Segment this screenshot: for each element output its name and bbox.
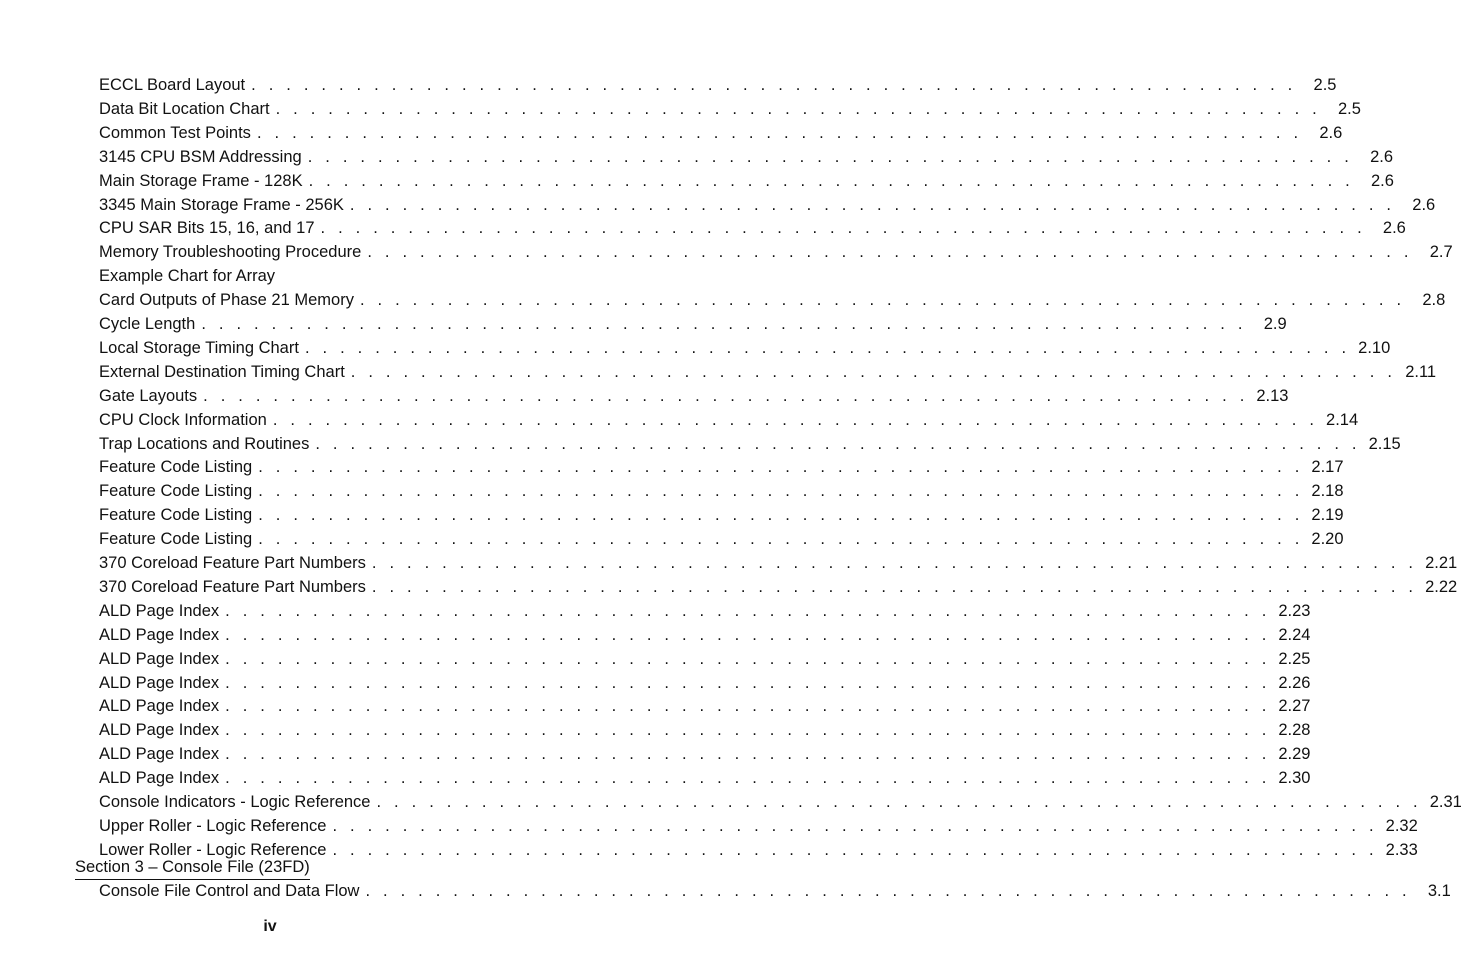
toc-entry: [99, 575, 1458, 599]
dot-leader: . . . . . . . . . . . . . . . . . . . . . . . . . . . . . . . . . . . . . . . . . . . . . . . . . . . . . . . . . . . .: [332, 816, 1378, 835]
dot-leader: . . . . . . . . . . . . . . . . . . . . . . . . . . . . . . . . . . . . . . . . . . . . . . . . . . . . . . . . . . . .: [258, 506, 1304, 525]
toc-entry-title: 3145 CPU BSM Addressing: [99, 147, 302, 166]
toc-entry: [99, 384, 1289, 408]
dot-leader: . . . . . . . . . . . . . . . . . . . . . . . . . . . . . . . . . . . . . . . . . . . . . . . . . . . . . . . . . . . .: [367, 243, 1413, 262]
toc-entry-page: 2.15: [1368, 434, 1401, 453]
toc-entry-title: ALD Page Index: [99, 673, 220, 692]
toc-entry-title: Upper Roller - Logic Reference: [99, 816, 327, 835]
toc-entry-title: Common Test Points: [99, 123, 251, 142]
toc-entry: [99, 336, 1391, 360]
toc-entry-title: Feature Code Listing: [99, 458, 253, 477]
toc-entry-title: Card Outputs of Phase 21 Memory: [99, 291, 354, 310]
toc-entry-title: ALD Page Index: [99, 625, 220, 644]
toc-entry-page: 2.20: [1311, 530, 1344, 549]
toc-entry-title: Lower Roller - Logic Reference: [99, 840, 327, 859]
toc-entry-title: Cycle Length: [99, 315, 196, 333]
section-heading: Section 3 – Console File (23FD): [75, 855, 310, 880]
toc-entry-title: Main Storage Frame - 128K: [99, 171, 303, 190]
dot-leader: . . . . . . . . . . . . . . . . . . . . . . . . . . . . . . . . . . . . . . . . . . . . . . . . . . . . . . . . . . . .: [258, 482, 1304, 501]
dot-leader: . . . . . . . . . . . . . . . . . . . . . . . . . . . . . . . . . . . . . . . . . . . . . . . . . . . . . . . . . . . .: [225, 721, 1271, 740]
toc-entry-page: 2.8: [1422, 291, 1446, 310]
dot-leader: . . . . . . . . . . . . . . . . . . . . . . . . . . . . . . . . . . . . . . . . . . . . . . . . . . . . . . . . . . . .: [371, 577, 1418, 596]
toc-entry-title: ALD Page Index: [99, 769, 220, 788]
toc-entry-page: 2.25: [1278, 649, 1311, 668]
toc-entry: [99, 408, 1359, 432]
dot-leader: . . . . . . . . . . . . . . . . . . . . . . . . . . . . . . . . . . . . . . . . . . . . . . . . . . . . . . . . . . . .: [203, 386, 1249, 405]
toc-entry-page: 2.29: [1278, 745, 1311, 764]
dot-leader: . . . . . . . . . . . . . . . . . . . . . . . . . . . . . . . . . . . . . . . . . . . . . . . . . . . . . . . . . . . .: [225, 601, 1271, 620]
dot-leader: . . . . . . . . . . . . . . . . . . . . . . . . . . . . . . . . . . . . . . . . . . . . . . . . . . . . . . . . . . . .: [225, 625, 1271, 644]
toc-entry-title: Feature Code Listing: [99, 506, 253, 525]
toc-entry-title: Example Chart for Array: [99, 267, 276, 286]
toc-entry: [99, 671, 1311, 695]
dot-leader: . . . . . . . . . . . . . . . . . . . . . . . . . . . . . . . . . . . . . . . . . . . . . . . . . . . . . . . . . . . .: [350, 362, 1397, 381]
toc-entry: [99, 73, 1337, 97]
toc-entry-page: 2.5: [1337, 99, 1361, 118]
dot-leader: . . . . . . . . . . . . . . . . . . . . . . . . . . . . . . . . . . . . . . . . . . . . . . . . . . . . . . . . . . . .: [365, 882, 1411, 900]
toc-entry-page: 2.28: [1278, 721, 1311, 740]
toc-entry-page: 2.30: [1278, 769, 1311, 788]
toc-entry-page: 2.6: [1412, 195, 1436, 214]
toc-entry-page: 2.31: [1429, 793, 1462, 811]
dot-leader: . . . . . . . . . . . . . . . . . . . . . . . . . . . . . . . . . . . . . . . . . . . . . . . . . . . . . . . . . . . .: [349, 195, 1396, 214]
toc-entry: [99, 479, 1344, 503]
toc-entry-page: 2.6: [1370, 171, 1394, 190]
toc-entry-page: 2.7: [1429, 243, 1453, 262]
dot-leader: . . . . . . . . . . . . . . . . . . . . . . . . . . . . . . . . . . . . . . . . . . . . . . . . . . . . . . . . . . . .: [307, 147, 1354, 166]
toc-entry-page: 2.32: [1385, 816, 1418, 835]
toc-entry-title: Local Storage Timing Chart: [99, 338, 299, 357]
toc-entry-title: Console File Control and Data Flow: [99, 882, 360, 900]
dot-leader: . . . . . . . . . . . . . . . . . . . . . . . . . . . . . . . . . . . . . . . . . . . . . . . . . . . . . . . . . . . .: [359, 291, 1406, 310]
toc-entry-title: ALD Page Index: [99, 721, 220, 740]
toc-entry: [99, 240, 1453, 264]
toc-entry-page: 2.18: [1311, 482, 1344, 501]
toc-entry-title: Console Indicators - Logic Reference: [99, 793, 371, 811]
toc-entry: [99, 455, 1344, 479]
toc-entry-title: Feature Code Listing: [99, 530, 253, 549]
toc-entry: [99, 694, 1311, 718]
toc-entry-page: 2.5: [1313, 76, 1337, 94]
dot-leader: . . . . . . . . . . . . . . . . . . . . . . . . . . . . . . . . . . . . . . . . . . . . . . . . . . . . . . . . . . . .: [304, 338, 1351, 357]
toc-entry: [99, 647, 1311, 671]
toc-entry: [99, 360, 1437, 384]
dot-leader: . . . . . . . . . . . . . . . . . . . . . . . . . . . . . . . . . . . . . . . . . . . . . . . . . . . . . . . . . . . .: [251, 76, 1297, 94]
dot-leader: . . . . . . . . . . . . . . . . . . . . . . . . . . . . . . . . . . . . . . . . . . . . . . . . . . . . . . . . . . . .: [320, 219, 1366, 238]
toc-entry: [99, 766, 1311, 790]
toc-entry: [99, 121, 1343, 145]
toc-entry-page: 2.24: [1278, 625, 1311, 644]
toc-entry: [99, 216, 1406, 240]
toc-entry-title: 370 Coreload Feature Part Numbers: [99, 577, 366, 596]
toc-entry: [99, 790, 1462, 814]
toc-entry: [99, 879, 1451, 903]
toc-entry-title: 3345 Main Storage Frame - 256K: [99, 195, 344, 214]
dot-leader: . . . . . . . . . . . . . . . . . . . . . . . . . . . . . . . . . . . . . . . . . . . . . . . . . . . . . . . . . . . .: [225, 697, 1271, 716]
toc-entry-page: 2.33: [1385, 840, 1418, 859]
dot-leader: . . . . . . . . . . . . . . . . . . . . . . . . . . . . . . . . . . . . . . . . . . . . . . . . . . . . . . . . . . . .: [376, 793, 1422, 811]
dot-leader: . . . . . . . . . . . . . . . . . . . . . . . . . . . . . . . . . . . . . . . . . . . . . . . . . . . . . . . . . . . .: [371, 554, 1418, 572]
dot-leader: . . . . . . . . . . . . . . . . . . . . . . . . . . . . . . . . . . . . . . . . . . . . . . . . . . . . . . . . . . . .: [258, 458, 1304, 477]
dot-leader: . . . . . . . . . . . . . . . . . . . . . . . . . . . . . . . . . . . . . . . . . . . . . . . . . . . . . . . . . . . .: [256, 123, 1303, 142]
toc-entry-page: 2.21: [1425, 554, 1458, 572]
toc-entry-title: ALD Page Index: [99, 649, 220, 668]
dot-leader: . . . . . . . . . . . . . . . . . . . . . . . . . . . . . . . . . . . . . . . . . . . . . . . . . . . . . . . . . . . .: [315, 434, 1361, 453]
toc-entry-page: 2.17: [1311, 458, 1344, 477]
dot-leader: . . . . . . . . . . . . . . . . . . . . . . . . . . . . . . . . . . . . . . . . . . . . . . . . . . . . . . . . . . . .: [275, 99, 1321, 118]
toc-entry-title: Feature Code Listing: [99, 482, 253, 501]
toc-entry-page: 2.6: [1382, 219, 1406, 238]
toc-entry-page: 2.22: [1425, 577, 1458, 596]
toc-entry-title: ALD Page Index: [99, 601, 220, 620]
toc-entry-title: External Destination Timing Chart: [99, 362, 345, 381]
toc-entry-page: 2.13: [1256, 386, 1289, 405]
toc-entry-page: 2.6: [1319, 123, 1343, 142]
toc-entry-title: CPU SAR Bits 15, 16, and 17: [99, 219, 315, 238]
toc-entry-title: Trap Locations and Routines: [99, 434, 310, 453]
toc-entry: [99, 718, 1311, 742]
toc-entry: [99, 503, 1344, 527]
toc-entry-page: 2.10: [1358, 338, 1391, 357]
dot-leader: . . . . . . . . . . . . . . . . . . . . . . . . . . . . . . . . . . . . . . . . . . . . . . . . . . . . . . . . . . . .: [225, 769, 1271, 788]
dot-leader: . . . . . . . . . . . . . . . . . . . . . . . . . . . . . . . . . . . . . . . . . . . . . . . . . . . . . . . . . . . .: [332, 840, 1378, 859]
toc-entry-page: 2.26: [1278, 673, 1311, 692]
toc-entry-page: 2.14: [1326, 410, 1359, 429]
toc-entry: [99, 97, 1361, 121]
toc-entry: [99, 312, 1287, 336]
toc-entry: [99, 288, 1446, 312]
toc-entry-page: 2.27: [1278, 697, 1311, 716]
toc-entry: [99, 599, 1311, 623]
toc-entry-page: 2.9: [1263, 315, 1287, 333]
toc-entry-page: 2.19: [1311, 506, 1344, 525]
toc-entry-title: ALD Page Index: [99, 745, 220, 764]
toc-entry-page: 2.23: [1278, 601, 1311, 620]
dot-leader: . . . . . . . . . . . . . . . . . . . . . . . . . . . . . . . . . . . . . . . . . . . . . . . . . . . . . . . . . . . .: [201, 315, 1247, 333]
toc-entry-title: Gate Layouts: [99, 386, 198, 405]
toc-entry: [99, 145, 1394, 169]
toc-entry-title: ECCL Board Layout: [99, 76, 246, 94]
dot-leader: . . . . . . . . . . . . . . . . . . . . . . . . . . . . . . . . . . . . . . . . . . . . . . . . . . . . . . . . . . . .: [308, 171, 1354, 190]
toc-entry-title: CPU Clock Information: [99, 410, 267, 429]
toc-entry-title: Data Bit Location Chart: [99, 99, 270, 118]
toc-entry: [99, 264, 472, 288]
toc-entry: [99, 623, 1311, 647]
dot-leader: . . . . . . . . . . . . . . . . . . . . . . . . . . . . . . . . . . . . . . . . . . . . . . . . . . . . . . . . . . . .: [272, 410, 1319, 429]
toc-entry: [99, 193, 1436, 217]
toc-entry: [99, 432, 1401, 456]
dot-leader: . . . . . . . . . . . . . . . . . . . . . . . . . . . . . . . . . . . . . . . . . . . . . . . . . . . . . . . . . . . .: [225, 673, 1271, 692]
toc-entry: [99, 814, 1418, 838]
toc-entry-page: 2.6: [1370, 147, 1394, 166]
toc-entry: [99, 742, 1311, 766]
toc-entry: [99, 527, 1344, 551]
toc-entry-page: 2.11: [1405, 362, 1437, 381]
toc-entry: [99, 551, 1458, 575]
toc-entry-title: ALD Page Index: [99, 697, 220, 716]
page-number: iv: [263, 918, 277, 935]
toc-entry-page: 3.1: [1427, 882, 1451, 900]
dot-leader: . . . . . . . . . . . . . . . . . . . . . . . . . . . . . . . . . . . . . . . . . . . . . . . . . . . . . . . . . . . .: [258, 530, 1304, 549]
toc-entry-title: Memory Troubleshooting Procedure: [99, 243, 362, 262]
dot-leader: . . . . . . . . . . . . . . . . . . . . . . . . . . . . . . . . . . . . . . . . . . . . . . . . . . . . . . . . . . . .: [225, 745, 1271, 764]
dot-leader: . . . . . . . . . . . . . . . . . . . . . . . . . . . . . . . . . . . . . . . . . . . . . . . . . . . . . . . . . . . .: [225, 649, 1271, 668]
toc-entry-title: 370 Coreload Feature Part Numbers: [99, 554, 366, 572]
toc-entry: [99, 169, 1394, 193]
